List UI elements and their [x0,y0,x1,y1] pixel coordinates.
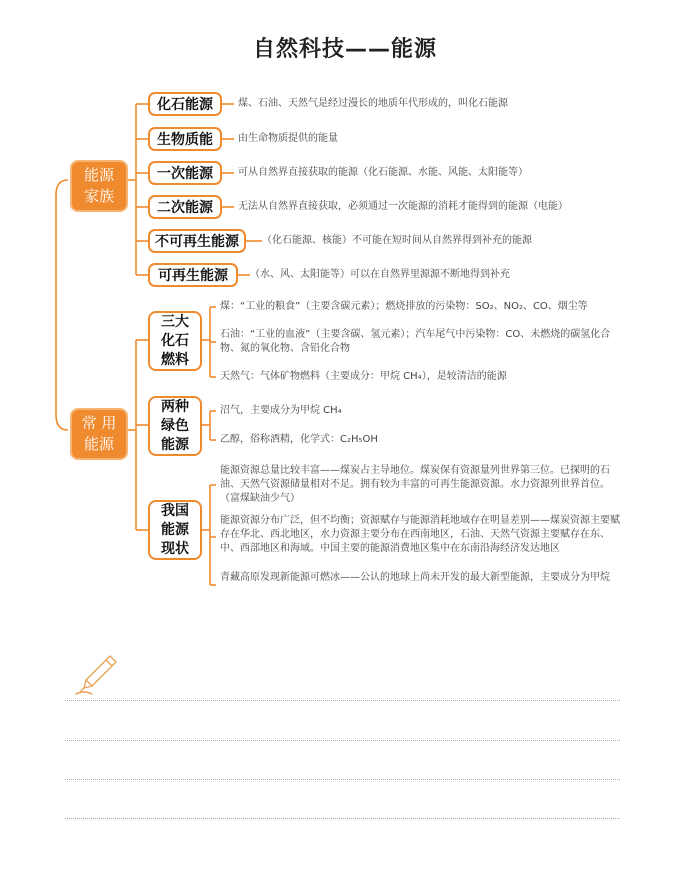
node-three-fossil-fuels [148,311,202,371]
node-fossil-energy: 化石能源 [148,92,222,116]
node-nonrenewable-energy: 不可再生能源 [148,229,246,253]
desc-fossil-energy: 煤、石油、天然气是经过漫长的地质年代形成的，叫化石能源 [238,98,508,109]
writing-line [65,779,620,780]
desc-primary-energy: 可从自然界直接获取的能源（化石能源、水能、风能、太阳能等） [238,167,528,178]
desc-nonrenewable-energy: （化石能源、核能）不可能在短时间从自然界得到补充的能源 [262,235,532,246]
writing-line [65,740,620,741]
fountain-pen-icon [72,650,120,698]
desc-combustible-ice: 青藏高原发现新能源可燃冰——公认的地球上尚未开发的最大新型能源，主要成分为甲烷 [220,572,610,583]
group1-line1: 三大 [161,313,189,330]
writing-line [65,700,620,701]
node-biomass-energy: 生物质能 [148,127,222,151]
group2-line2: 绿色 [161,417,189,434]
group3-line2: 能源 [161,521,189,538]
node-primary-energy: 一次能源 [148,161,222,185]
writing-line [65,818,620,819]
family-node-line2: 家族 [83,187,114,205]
group3-line3: 现状 [161,540,189,557]
group2-line3: 能源 [161,436,189,453]
common-energy-node [70,408,128,460]
desc-resource-total: 能源资源总量比较丰富——煤炭占主导地位。煤炭保有资源量列世界第三位。已探明的石油、天然气资源储量相对不足。拥有较为丰富的可再生能源资源。水力资源列世界首位。（富煤缺油少气） [220,465,610,504]
desc-ethanol: 乙醇，俗称酒精，化学式：C₂H₅OH [220,434,378,445]
node-renewable-energy: 可再生能源 [148,263,238,287]
common-node-line2: 能源 [83,435,114,453]
desc-natural-gas: 天然气：气体矿物燃料（主要成分：甲烷 CH₄），是较清洁的能源 [220,371,507,382]
desc-biomass-energy: 由生命物质提供的能量 [238,133,338,144]
desc-coal: 煤：“工业的粮食”（主要含碳元素）；燃烧排放的污染物：SO₂、NO₂、CO、烟尘等 [220,301,588,312]
desc-biogas: 沼气，主要成分为甲烷 CH₄ [220,405,342,416]
family-node [70,160,128,212]
node-china-energy-status [148,500,202,560]
group2-line1: 两种 [161,398,189,415]
group1-line2: 化石 [161,332,189,349]
node-secondary-energy: 二次能源 [148,195,222,219]
desc-secondary-energy: 无法从自然界直接获取，必须通过一次能源的消耗才能得到的能源（电能） [238,201,568,212]
node-two-green-energies [148,396,202,456]
page-title: 自然科技——能源 [252,37,437,62]
desc-resource-distribution: 能源资源分布广泛，但不均衡；资源赋存与能源消耗地域存在明显差别——煤炭资源主要赋存在华北、西北地区，水力资源主要分布在西南地区，石油、天然气资源主要赋存在东、中、西部地区和海域。中国主要的能源消费地区集中在东南沿海经济发达地区 [220,515,620,554]
common-node-line1: 常 用 [81,414,117,432]
family-node-line1: 能源 [83,166,114,184]
desc-renewable-energy: （水、风、太阳能等）可以在自然界里源源不断地得到补充 [250,269,510,280]
group1-line3: 燃料 [161,351,189,368]
desc-petroleum: 石油：“工业的血液”（主要含碳、氢元素）；汽车尾气中污染物：CO、未燃烧的碳氢化合物、氮的氧化物、含铅化合物 [220,329,611,354]
group3-line1: 我国 [161,502,189,519]
